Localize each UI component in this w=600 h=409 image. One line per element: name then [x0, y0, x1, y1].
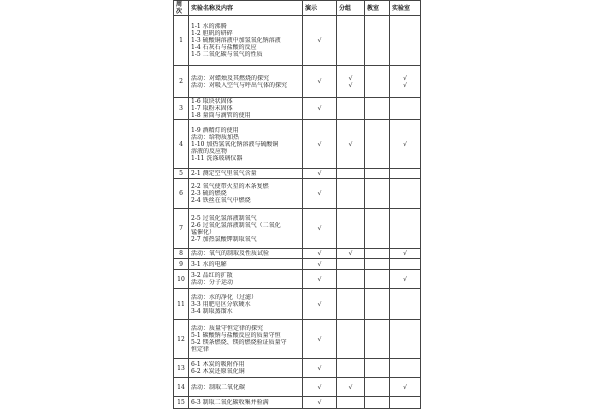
lab-cell [390, 397, 421, 409]
group-cell [337, 289, 365, 320]
week-number: 5 [174, 169, 189, 179]
experiment-content [189, 120, 303, 169]
experiment-content [189, 378, 303, 397]
lab-cell [390, 66, 421, 98]
experiment-line: 5-1 碳酸钠与盐酸反应的质量守恒 [191, 332, 281, 339]
group-cell [337, 397, 365, 409]
classroom-cell [365, 289, 390, 320]
lab-cell [390, 169, 421, 179]
week-number: 14 [174, 378, 189, 397]
demo-cell [303, 249, 337, 259]
experiment-line: 3-4 制取蒸馏水 [191, 307, 233, 315]
lab-cell [390, 120, 421, 169]
group-cell [337, 270, 365, 289]
week-number: 3 [174, 98, 189, 120]
table-row [174, 179, 421, 209]
experiment-line: 2-2 氧气使带火星的木条复燃 [191, 183, 269, 190]
experiment-line: 溶液的反应物 [191, 147, 228, 155]
demo-cell [303, 209, 337, 249]
experiment-content [189, 249, 303, 259]
check-mark-icon: √ [317, 170, 322, 177]
group-cell [337, 169, 365, 179]
experiment-line: 活动：制取二氧化碳 [191, 383, 246, 391]
demo-cell [303, 179, 337, 209]
lab-cell [390, 359, 421, 378]
experiment-content [189, 169, 303, 179]
week-number: 10 [174, 270, 189, 289]
table-row [174, 320, 421, 359]
experiment-content [189, 179, 303, 209]
header-classroom: 教室 [365, 1, 390, 16]
check-mark-icon: √ [348, 140, 353, 148]
experiment-line: 1-9 酒精灯的使用 [191, 126, 239, 134]
experiment-line: 1-5 二氧化碳与氧气的性质 [191, 51, 263, 58]
experiment-line: 2-4 铁丝在氧气中燃烧 [191, 197, 251, 204]
experiment-line: 2-7 加热氯酸钾制取氧气 [191, 235, 257, 243]
group-cell [337, 209, 365, 249]
experiment-schedule-table [173, 0, 421, 409]
experiment-content [189, 270, 303, 289]
table-row [174, 120, 421, 169]
table-row [174, 169, 421, 179]
classroom-cell [365, 378, 390, 397]
experiment-line: 恒定律 [191, 346, 210, 353]
experiment-line: 5-2 镁条燃烧、镁的燃烧验证质量守 [191, 339, 287, 346]
experiment-content [189, 359, 303, 378]
experiment-line: 锰催化） [191, 228, 216, 236]
experiment-line: 活动：对吸入空气与呼出气体的探究 [191, 81, 288, 89]
header-lab: 实验室 [390, 1, 421, 16]
check-mark-icon: √ [317, 399, 322, 406]
experiment-line: 2-6 过氧化氢溶液制氧气（二氧化 [191, 221, 281, 229]
table-row [174, 98, 421, 120]
header-row [174, 1, 421, 16]
lab-cell [390, 179, 421, 209]
experiment-line: 活动：水的净化（过滤） [191, 293, 258, 301]
experiment-line: 3-3 用肥皂区分软硬水 [191, 300, 251, 308]
lab-cell [390, 209, 421, 249]
header-demo: 演示 [303, 1, 337, 16]
demo-cell [303, 259, 337, 270]
table-row [174, 66, 421, 98]
week-number: 7 [174, 209, 189, 249]
lab-cell [390, 259, 421, 270]
group-cell [337, 320, 365, 359]
check-mark-icon: √ [317, 250, 322, 257]
check-mark-icon: √ [317, 300, 322, 308]
check-mark-icon: √ [317, 335, 322, 343]
lab-cell [390, 320, 421, 359]
check-mark-icon: √ [348, 81, 353, 89]
experiment-line: 活动：对蜡烛及其燃烧的探究 [191, 74, 270, 82]
check-mark-icon: √ [317, 140, 322, 148]
table-row [174, 249, 421, 259]
demo-cell [303, 120, 337, 169]
experiment-line: 2-1 测定空气里氧气含量 [191, 170, 257, 177]
experiment-line: 3-1 水的电解 [191, 260, 227, 268]
experiment-line: 活动：给物质加热 [191, 133, 240, 141]
week-number: 1 [174, 16, 189, 66]
experiment-content [189, 397, 303, 409]
experiment-content [189, 320, 303, 359]
lab-cell [390, 378, 421, 397]
table-row [174, 378, 421, 397]
table-row [174, 259, 421, 270]
experiment-line: 1-7 取粉末固体 [191, 105, 233, 112]
demo-cell [303, 169, 337, 179]
experiment-line: 2-5 过氧化氢溶液制氧气 [191, 214, 257, 222]
header-week: 周次 [174, 1, 189, 16]
check-mark-icon: √ [317, 275, 322, 283]
week-number: 4 [174, 120, 189, 169]
table-row [174, 397, 421, 409]
demo-cell [303, 66, 337, 98]
check-mark-icon: √ [317, 364, 322, 372]
lab-cell [390, 249, 421, 259]
demo-cell [303, 397, 337, 409]
experiment-line: 活动：氧气的制取及性质试验 [191, 250, 270, 257]
check-mark-icon: √ [317, 190, 322, 197]
experiment-line: 6-1 木炭的吸附作用 [191, 361, 245, 368]
experiment-line: 1-11 洗涤玻璃仪器 [191, 154, 243, 162]
table-row [174, 16, 421, 66]
week-number: 8 [174, 249, 189, 259]
table-row [174, 270, 421, 289]
experiment-line: 6-2 木炭还原氧化铜 [191, 368, 245, 375]
check-mark-icon: √ [348, 383, 353, 391]
check-mark-icon: √ [317, 78, 322, 85]
demo-cell [303, 378, 337, 397]
demo-cell [303, 289, 337, 320]
lab-cell [390, 270, 421, 289]
demo-cell [303, 270, 337, 289]
demo-cell [303, 16, 337, 66]
classroom-cell [365, 249, 390, 259]
group-cell [337, 378, 365, 397]
week-number: 6 [174, 179, 189, 209]
experiment-content [189, 16, 303, 66]
classroom-cell [365, 169, 390, 179]
table-row [174, 289, 421, 320]
experiment-line: 1-2 胆矾的研碎 [191, 30, 233, 37]
experiment-line: 1-6 取块状固体 [191, 98, 233, 105]
check-mark-icon: √ [317, 225, 322, 232]
check-mark-icon: √ [317, 105, 322, 112]
classroom-cell [365, 320, 390, 359]
experiment-line: 活动：分子运动 [191, 279, 234, 286]
week-number: 2 [174, 66, 189, 98]
header-group: 分组 [337, 1, 365, 16]
check-mark-icon: √ [403, 383, 407, 391]
demo-cell [303, 359, 337, 378]
experiment-line: 1-10 加热氢氧化钠溶液与硫酸铜 [191, 140, 279, 148]
check-mark-icon: √ [348, 74, 353, 82]
check-mark-icon: √ [317, 37, 322, 44]
experiment-line: 活动：质量守恒定律的探究 [191, 325, 264, 332]
experiment-line: 1-3 硫酸铜溶液中加氢氧化钠溶液 [191, 37, 281, 44]
group-cell [337, 259, 365, 270]
table-body [174, 16, 421, 409]
experiment-line: 1-1 水的沸腾 [191, 23, 227, 30]
check-mark-icon: √ [403, 250, 407, 257]
table-row [174, 209, 421, 249]
week-number: 15 [174, 397, 189, 409]
lab-cell [390, 289, 421, 320]
classroom-cell [365, 16, 390, 66]
check-mark-icon: √ [317, 383, 322, 391]
check-mark-icon: √ [403, 74, 407, 82]
demo-cell [303, 98, 337, 120]
check-mark-icon: √ [403, 81, 407, 89]
header-experiment: 实验名称及内容 [189, 1, 303, 16]
group-cell [337, 249, 365, 259]
group-cell [337, 98, 365, 120]
week-number: 13 [174, 359, 189, 378]
group-cell [337, 120, 365, 169]
check-mark-icon: √ [403, 140, 407, 148]
experiment-content [189, 66, 303, 98]
classroom-cell [365, 359, 390, 378]
classroom-cell [365, 66, 390, 98]
check-mark-icon: √ [403, 275, 407, 283]
classroom-cell [365, 209, 390, 249]
group-cell [337, 179, 365, 209]
experiment-line: 2-3 硫的燃烧 [191, 190, 227, 197]
lab-cell [390, 16, 421, 66]
experiment-line: 3-2 品红的扩散 [191, 272, 233, 279]
classroom-cell [365, 270, 390, 289]
experiment-content [189, 259, 303, 270]
classroom-cell [365, 397, 390, 409]
classroom-cell [365, 120, 390, 169]
classroom-cell [365, 179, 390, 209]
classroom-cell [365, 98, 390, 120]
check-mark-icon: √ [317, 260, 322, 268]
demo-cell [303, 320, 337, 359]
experiment-content [189, 289, 303, 320]
experiment-content [189, 98, 303, 120]
experiment-line: 1-4 石灰石与盐酸的反应 [191, 44, 257, 51]
lab-cell [390, 98, 421, 120]
group-cell [337, 359, 365, 378]
group-cell [337, 16, 365, 66]
classroom-cell [365, 259, 390, 270]
group-cell [337, 66, 365, 98]
experiment-line: 6-3 制取二氧化碳收集并验满 [191, 399, 269, 406]
table-row [174, 359, 421, 378]
week-number: 11 [174, 289, 189, 320]
table-header [174, 1, 421, 16]
week-number: 9 [174, 259, 189, 270]
experiment-content [189, 209, 303, 249]
week-number: 12 [174, 320, 189, 359]
check-mark-icon: √ [348, 250, 353, 257]
experiment-line: 1-8 量筒与滴管的使用 [191, 112, 251, 119]
